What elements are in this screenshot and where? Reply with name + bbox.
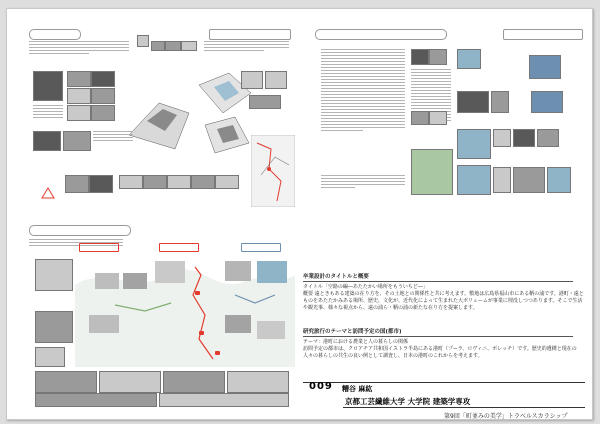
section-strip bbox=[159, 393, 289, 407]
map-italy-croatia bbox=[411, 149, 453, 195]
section-strip bbox=[163, 371, 225, 393]
perspective-sketch bbox=[35, 259, 73, 291]
site-photo bbox=[411, 111, 429, 125]
panel-bottom-left bbox=[19, 221, 297, 411]
site-photo bbox=[91, 88, 115, 104]
divider bbox=[303, 336, 573, 337]
section-heading-design: 卒業設計のタイトルと概要 bbox=[303, 274, 369, 280]
harbour-photo bbox=[531, 91, 563, 113]
site-photo bbox=[63, 131, 91, 151]
site-photo bbox=[137, 35, 149, 47]
site-photo bbox=[67, 88, 91, 104]
harbour-photo bbox=[493, 167, 511, 193]
harbour-photo bbox=[513, 167, 545, 193]
site-photo bbox=[411, 49, 429, 65]
panel-header bbox=[79, 243, 119, 252]
site-photo bbox=[67, 105, 91, 121]
panel-header bbox=[209, 29, 291, 40]
harbour-photo bbox=[457, 49, 481, 69]
body-text bbox=[321, 49, 405, 133]
panel-header bbox=[29, 225, 131, 236]
divider bbox=[303, 281, 573, 282]
site-photo bbox=[91, 105, 115, 121]
site-photo bbox=[91, 71, 115, 87]
marker-tag-icon bbox=[215, 351, 220, 355]
intro-text bbox=[204, 41, 289, 53]
trip-theme: テーマ：港町における農業と人の暮らしの関係 bbox=[303, 339, 409, 345]
panel-header bbox=[29, 29, 81, 40]
harbour-photo bbox=[491, 91, 509, 113]
site-photo bbox=[67, 71, 91, 87]
elevation-strip bbox=[215, 175, 239, 189]
site-plan bbox=[251, 135, 295, 207]
harbour-photo bbox=[547, 167, 571, 193]
aerial-photo bbox=[33, 71, 63, 101]
elevation-strip bbox=[119, 175, 143, 189]
site-photo bbox=[151, 41, 165, 51]
site-photo bbox=[165, 41, 181, 51]
perspective-sketch bbox=[35, 311, 73, 343]
marker-tag-icon bbox=[199, 331, 204, 335]
panel-header bbox=[503, 29, 583, 40]
design-summary: 概要 遠ときもある建築の在り方を、その土地との関係性と共に考えます。敷地は広島県福山市にある鞆の浦です。港町・遠とものをあたたかみある場所、歴史、文化が、近代化によって生まれた大ボリュームが事業に埋没しつつあります。そこで生活や観光事、様々な視点から、遠の浦ら・鞆の浦の新たな在り方を提案します。 bbox=[303, 291, 584, 311]
section-strip bbox=[227, 371, 289, 393]
perspective-sketch bbox=[35, 347, 65, 367]
elevation-strip bbox=[191, 175, 215, 189]
body-text bbox=[321, 175, 405, 190]
elevation-strip bbox=[143, 175, 167, 189]
axonometric-drawing bbox=[119, 65, 259, 165]
section-heading-trip: 研究旅行のテーマと訪問予定の国(都市) bbox=[303, 329, 402, 335]
proposal-map bbox=[75, 255, 295, 367]
panel-top-right bbox=[307, 25, 585, 211]
site-photo bbox=[181, 41, 197, 51]
design-title: タイトル「空路の編―あたたかい場所をもういちど―」 bbox=[303, 284, 428, 290]
author-name: 糟谷 麻紘 bbox=[342, 385, 373, 393]
harbour-photo bbox=[529, 55, 561, 79]
site-photo bbox=[65, 175, 89, 193]
panel-header bbox=[159, 243, 199, 252]
elevation-strip bbox=[167, 175, 191, 189]
harbour-photo bbox=[513, 129, 535, 147]
marker-tag-icon bbox=[195, 291, 200, 295]
portfolio-sheet bbox=[6, 8, 593, 420]
diagram-thumb bbox=[265, 71, 287, 89]
affiliation: 京都工芸繊維大学 大学院 建築学専攻 bbox=[345, 397, 471, 406]
diagram-thumb bbox=[241, 71, 263, 89]
panel-top-left bbox=[19, 25, 297, 211]
site-photo bbox=[429, 49, 447, 65]
divider bbox=[303, 382, 585, 383]
section-strip bbox=[35, 393, 157, 407]
harbour-photo bbox=[457, 165, 491, 195]
harbour-photo bbox=[537, 129, 559, 147]
trip-detail: 訪問予定の都市は、クロアチア共和国イストラ半島にある港町（プーラ、ロヴィニ、ポレッチ）です。歴史的遺構と現在の人々の暮らしの共生の良い例として調査し、日本の港町のこれからを考えます。 bbox=[303, 346, 577, 359]
harbour-photo bbox=[493, 129, 511, 147]
site-photo bbox=[89, 175, 113, 193]
panel-header bbox=[315, 29, 447, 40]
harbour-photo bbox=[457, 91, 489, 113]
diagram-thumb bbox=[249, 95, 281, 109]
entry-number: 009 bbox=[309, 381, 333, 392]
body-text bbox=[33, 105, 63, 120]
section-strip bbox=[99, 371, 161, 393]
site-photo bbox=[429, 111, 447, 125]
divider bbox=[343, 407, 585, 408]
intro-text bbox=[29, 41, 129, 56]
body-text bbox=[93, 131, 133, 143]
site-photo bbox=[33, 131, 61, 151]
panel-header bbox=[241, 243, 281, 252]
triangle-warning-icon bbox=[41, 187, 55, 199]
section-strip bbox=[35, 371, 97, 393]
harbour-photo bbox=[457, 129, 491, 159]
program-name: 第9回「町並みの美学」トラベルスカラシップ bbox=[444, 413, 568, 420]
